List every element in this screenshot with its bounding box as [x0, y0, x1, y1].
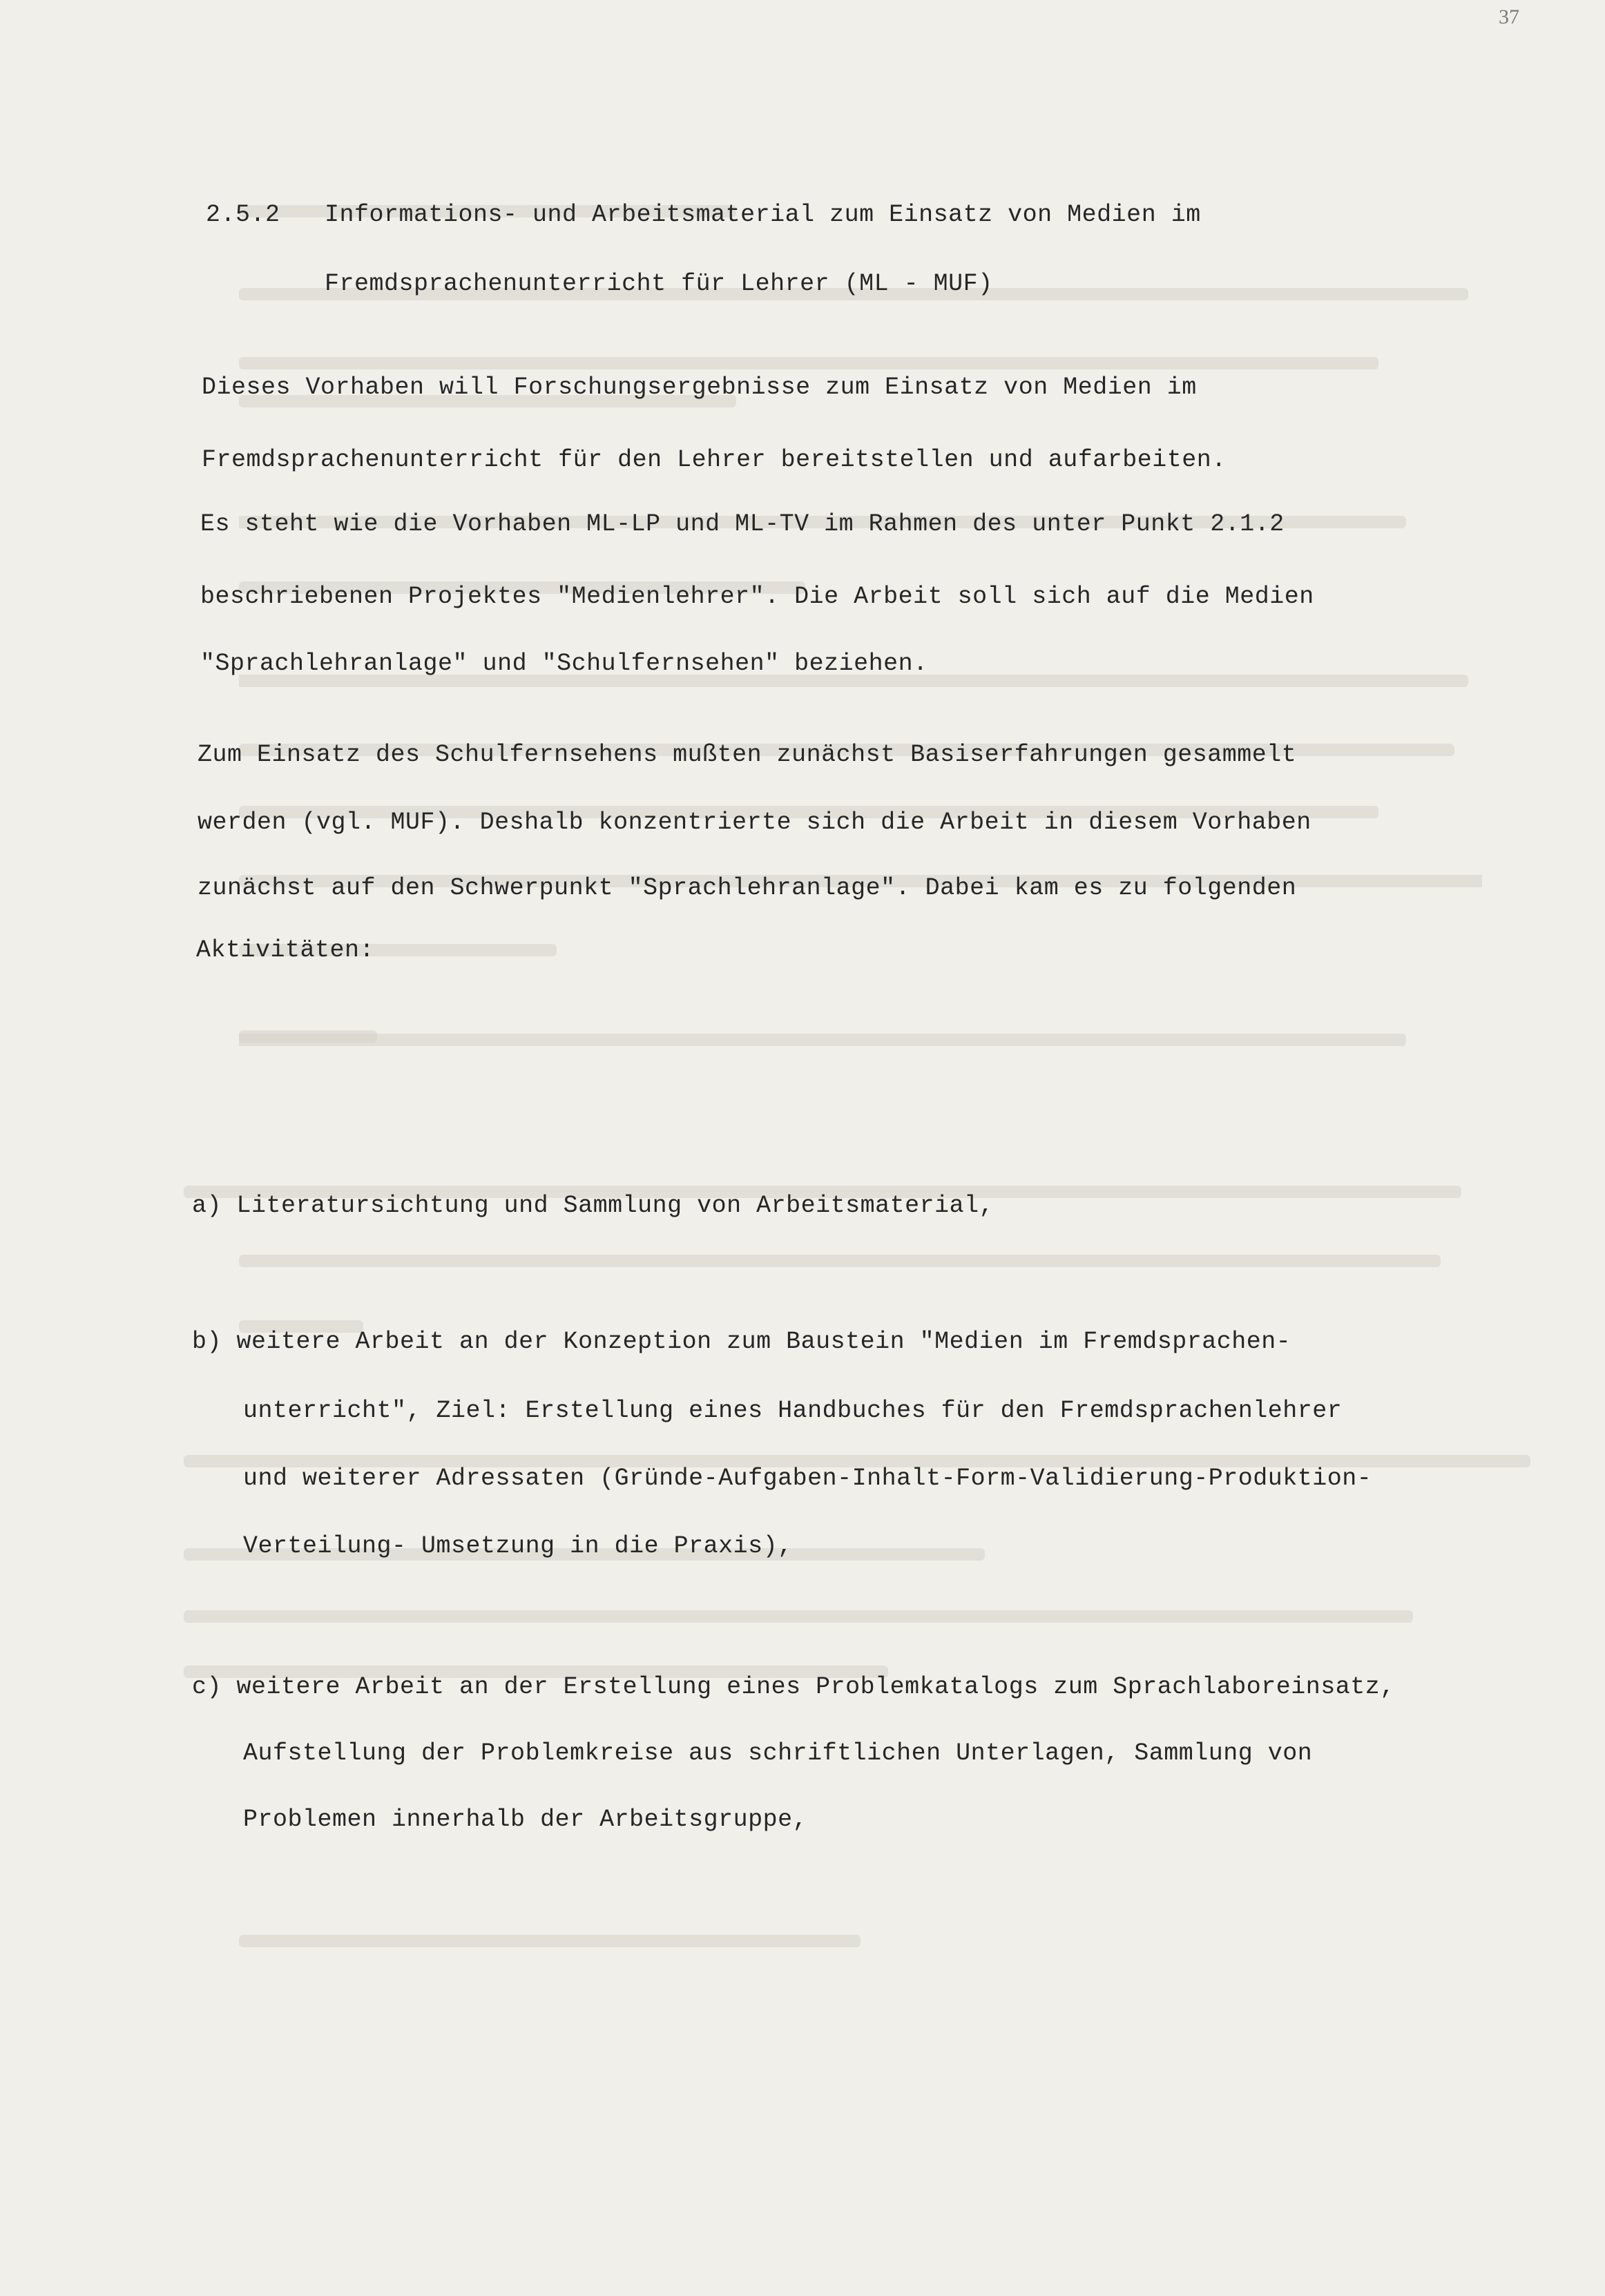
list-item-c-line-1: c) weitere Arbeit an der Erstellung eines Problemkatalogs zum Sprachlaboreinsatz,	[192, 1673, 1395, 1701]
list-item-b-line-2: unterricht", Ziel: Erstellung eines Handbuches für den Fremdsprachenlehrer	[243, 1397, 1343, 1425]
list-item-c-line-2: Aufstellung der Problemkreise aus schriftlichen Unterlagen, Sammlung von	[243, 1739, 1313, 1767]
paragraph-1-line-1: Dieses Vorhaben will Forschungsergebnisse zum Einsatz von Medien im	[202, 374, 1197, 401]
paragraph-2-line-3: zunächst auf den Schwerpunkt "Sprachlehranlage". Dabei kam es zu folgenden	[198, 874, 1297, 902]
bleed-through-lines	[239, 198, 1482, 1096]
list-item-b-line-4: Verteilung- Umsetzung in die Praxis),	[243, 1532, 793, 1560]
paragraph-1-line-4: beschriebenen Projektes "Medienlehrer". Die Arbeit soll sich auf die Medien	[200, 583, 1314, 610]
section-title-line-2: Fremdsprachenunterricht für Lehrer (ML - MUF)	[325, 270, 993, 298]
paragraph-2-line-1: Zum Einsatz des Schulfernsehens mußten zunächst Basiserfahrungen gesammelt	[198, 741, 1297, 769]
paragraph-1-line-3: Es steht wie die Vorhaben ML-LP und ML-TV im Rahmen des unter Punkt 2.1.2	[200, 510, 1285, 538]
list-item-b-line-3: und weiterer Adressaten (Gründe-Aufgaben-Inhalt-Form-Validierung-Produktion-	[243, 1465, 1372, 1492]
list-item-c-line-3: Problemen innerhalb der Arbeitsgruppe,	[243, 1806, 808, 1833]
paragraph-2-line-2: werden (vgl. MUF). Deshalb konzentrierte sich die Arbeit in diesem Vorhaben	[198, 809, 1311, 836]
paragraph-2-line-4: Aktivitäten:	[196, 936, 375, 964]
list-item-b-line-1: b) weitere Arbeit an der Konzeption zum Baustein "Medien im Fremdsprachen-	[192, 1328, 1291, 1356]
paragraph-1-line-2: Fremdsprachenunterricht für den Lehrer bereitstellen und aufarbeiten.	[202, 446, 1227, 474]
list-item-a: a) Literatursichtung und Sammlung von Arbeitsmaterial,	[192, 1192, 994, 1219]
section-number: 2.5.2	[206, 201, 280, 229]
section-title-line-1: Informations- und Arbeitsmaterial zum Einsatz von Medien im	[325, 201, 1201, 229]
bleed-through-decoration	[180, 169, 1423, 1067]
bleed-through-lines-lower	[184, 1016, 1551, 1983]
paragraph-1-line-5: "Sprachlehranlage" und "Schulfernsehen" beziehen.	[200, 650, 928, 677]
page-number: 37	[1499, 6, 1519, 28]
